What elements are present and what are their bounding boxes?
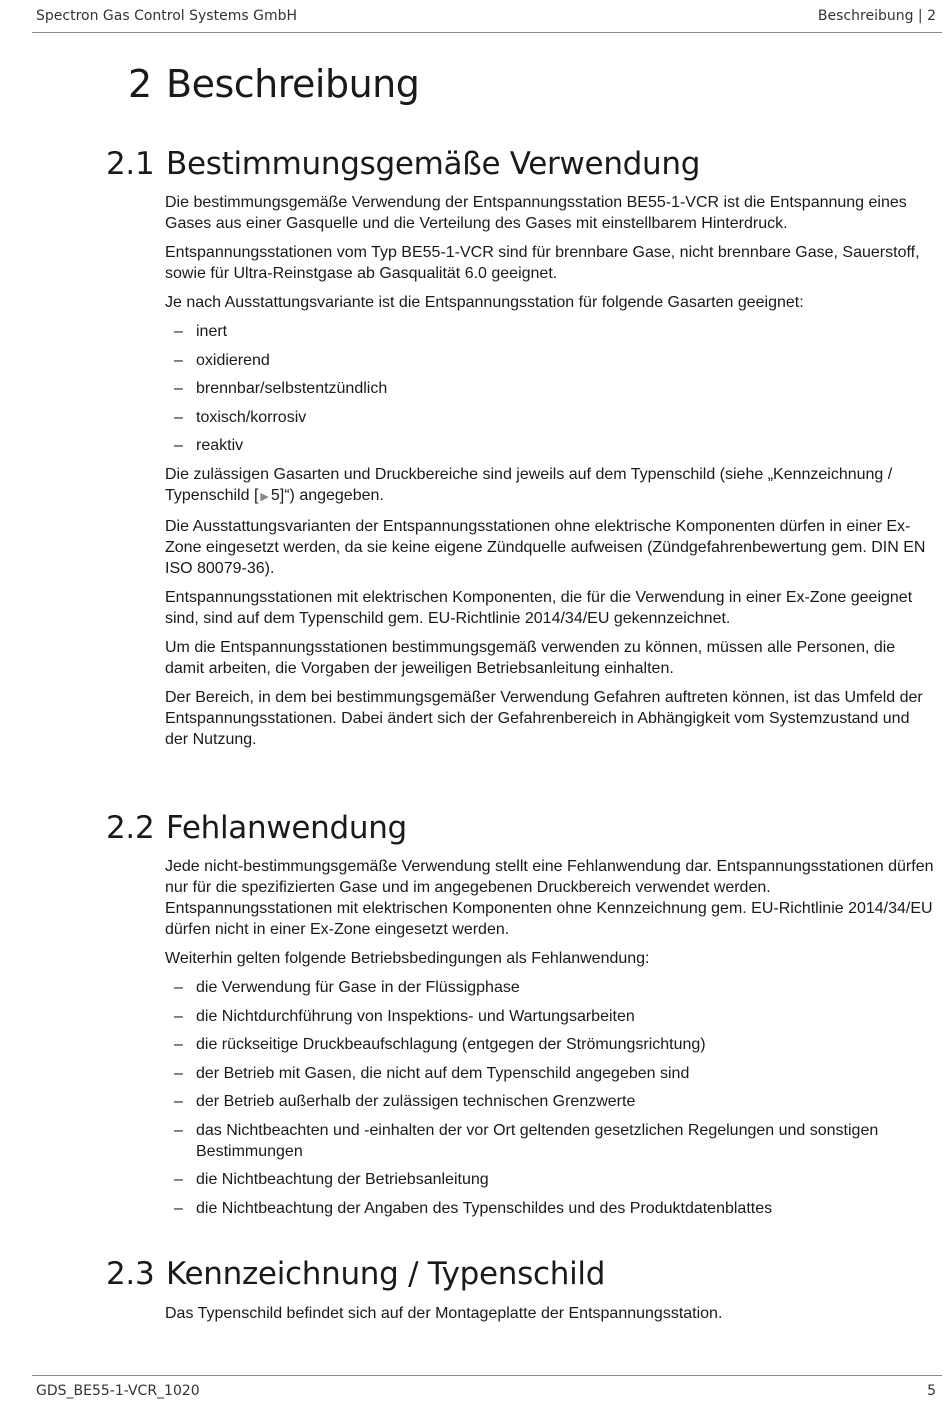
list-item-text: der Betrieb mit Gasen, die nicht auf dem Typenschild angegeben sind [196, 1064, 690, 1082]
header-section-ref: Beschreibung | 2 [817, 8, 936, 24]
section-title: Kennzeichnung / Typenschild [166, 1256, 606, 1292]
gas-type-list [165, 321, 937, 456]
paragraph: Um die Entspannungsstationen bestimmungsgemäß verwenden zu können, müssen alle Personen, die damit arbeiten, die Vorgaben der jeweiligen Betriebsanleitung einhalten. [165, 639, 896, 677]
list-dash: – [174, 1036, 183, 1053]
list-item [165, 1034, 937, 1055]
list-item-text: der Betrieb außerhalb der zulässigen technischen Grenzwerte [196, 1093, 636, 1110]
list-dash: – [174, 351, 183, 369]
list-item [165, 350, 937, 371]
paragraph: Entspannungsstationen mit elektrischen Komponenten, die für die Verwendung in einer Ex-Zone geeignet sind, sind auf dem Typenschild gem. EU-Richtlinie 2014/34/EU gekennzeichnet. [165, 589, 913, 627]
list-item-text: die Nichtbeachtung der Angaben des Typenschildes und des Produktdatenblattes [196, 1199, 773, 1217]
section-number: 2.2 [106, 810, 155, 846]
list-dash: – [174, 408, 183, 426]
paragraph: Entspannungsstationen vom Typ BE55-1-VCR sind für brennbare Gase, nicht brennbare Gase, Sauerstoff, sowie für Ultra-Reinstgase ab Gasqualität 6.0 geeignet. [165, 244, 920, 282]
list-item [165, 1120, 937, 1162]
cross-reference-arrow-icon: ▶ [260, 491, 269, 503]
page-footer [32, 1375, 942, 1402]
section-heading-2-3 [106, 1256, 605, 1292]
list-item-text: brennbar/selbstentzündlich [196, 380, 388, 397]
cross-reference-link[interactable]: 5 [270, 487, 280, 504]
list-item [165, 407, 937, 428]
paragraph-text: Die zulässigen Gasarten und Druckbereiche sind jeweils auf dem Typenschild (siehe „Kennzeichnung / Typenschild [ [165, 466, 893, 504]
list-dash: – [174, 1171, 183, 1188]
list-dash: – [174, 1093, 183, 1110]
page-number: 5 [927, 1383, 936, 1399]
list-dash: – [174, 1121, 183, 1139]
section-heading-2-1 [106, 146, 700, 182]
list-item [165, 378, 937, 399]
list-item-text: die Nichtdurchführung von Inspektions- und Wartungsarbeiten [196, 1007, 635, 1025]
list-dash: – [174, 1199, 183, 1217]
header-company: Spectron Gas Control Systems GmbH [36, 8, 297, 24]
list-item-text: reaktiv [196, 437, 244, 454]
list-item [165, 435, 937, 456]
section-title: Fehlanwendung [166, 810, 407, 846]
list-dash: – [174, 979, 183, 996]
section-number: 2.1 [106, 146, 155, 182]
list-item [165, 1169, 937, 1190]
paragraph-text: ]“) angegeben. [279, 487, 384, 504]
section-body-2-2 [165, 856, 937, 1227]
list-item-text: die Verwendung für Gase in der Flüssigphase [196, 979, 520, 996]
list-item-text: inert [196, 323, 228, 340]
paragraph: Die Ausstattungsvarianten der Entspannungsstationen ohne elektrische Komponenten dürfen in einer Ex-Zone eingesetzt werden, da sie keine eigene Zündquelle aufweisen (Zündgefahrenbewertung gem. DIN EN ISO 80079-36). [165, 518, 926, 577]
section-number: 2.3 [106, 1256, 155, 1292]
list-item [165, 1091, 937, 1112]
chapter-number: 2 [128, 62, 152, 106]
paragraph: Der Bereich, in dem bei bestimmungsgemäßer Verwendung Gefahren auftreten können, ist das Umfeld der Entspannungsstationen. Dabei ändert sich der Gefahrenbereich in Abhängigkeit vom Systemzustand und der Nutzung. [165, 689, 923, 748]
list-item-text: das Nichtbeachten und -einhalten der vor Ort geltenden gesetzlichen Regelungen und sonstigen Bestimmungen [196, 1121, 879, 1160]
paragraph: Weiterhin gelten folgende Betriebsbedingungen als Fehlanwendung: [165, 950, 650, 967]
list-item-text: die Nichtbeachtung der Betriebsanleitung [196, 1171, 489, 1188]
section-body-2-3 [165, 1303, 937, 1332]
chapter-title [128, 62, 419, 106]
list-item [165, 977, 937, 998]
list-item-text: toxisch/korrosiv [196, 408, 307, 426]
section-body-2-1 [165, 192, 937, 758]
chapter-title-text: Beschreibung [166, 62, 420, 106]
list-dash: – [174, 323, 183, 340]
list-item [165, 1063, 937, 1084]
paragraph: Jede nicht-bestimmungsgemäße Verwendung stellt eine Fehlanwendung dar. Entspannungsstationen dürfen nur für die spezifizierten Gase und im angegebenen Druckbereich verwendet werden. Entspannungsstationen mit elektrischen Komponenten ohne Kennzeichnung gem. EU-Richtlinie 2014/34/EU dürfen nicht in einer Ex-Zone eingesetzt werden. [165, 858, 934, 938]
list-item [165, 1006, 937, 1027]
section-title: Bestimmungsgemäße Verwendung [166, 146, 701, 182]
footer-doc-id: GDS_BE55-1-VCR_1020 [36, 1383, 200, 1399]
paragraph: Die bestimmungsgemäße Verwendung der Entspannungsstation BE55-1-VCR ist die Entspannung eines Gases aus einer Gasquelle und die Verteilung des Gases mit einstellbarem Hinterdruck. [165, 194, 907, 232]
paragraph: Das Typenschild befindet sich auf der Montageplatte der Entspannungsstation. [165, 1305, 723, 1322]
list-dash: – [174, 380, 183, 397]
list-item [165, 1198, 937, 1219]
list-dash: – [174, 437, 183, 454]
page-header [32, 0, 942, 33]
list-item [165, 321, 937, 342]
list-item-text: oxidierend [196, 351, 270, 369]
list-dash: – [174, 1064, 183, 1082]
misuse-list [165, 977, 937, 1219]
paragraph: Je nach Ausstattungsvariante ist die Entspannungsstation für folgende Gasarten geeignet: [165, 294, 804, 311]
list-dash: – [174, 1007, 183, 1025]
paragraph [165, 464, 937, 508]
list-item-text: die rückseitige Druckbeaufschlagung (entgegen der Strömungsrichtung) [196, 1036, 706, 1053]
section-heading-2-2 [106, 810, 407, 846]
